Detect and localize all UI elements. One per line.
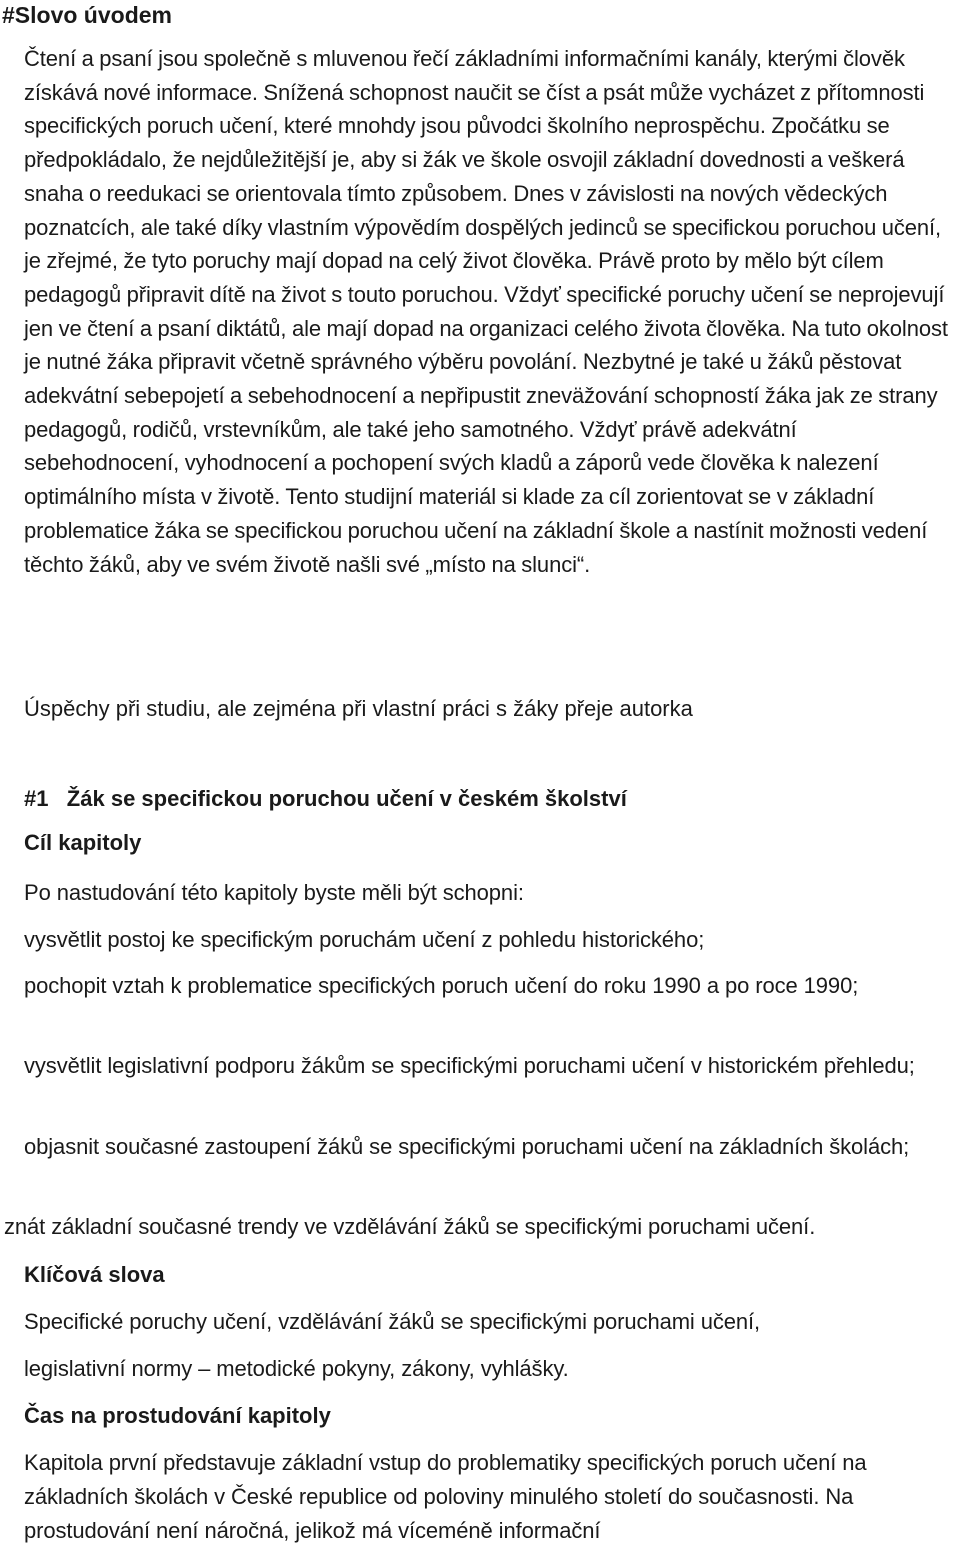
objective-item: objasnit současné zastoupení žáků se specifickými poruchami učení na základních školách; [24,1134,910,1159]
objective-item: vysvětlit legislativní podporu žákům se specifickými poruchami učení v historickém přehledu; [24,1053,915,1078]
closing-line: Úspěchy při studiu, ale zejména při vlastní práci s žáky přeje autorka [24,696,693,721]
chapter-heading: #1 Žák se specifickou poruchou učení v českém školství [24,786,627,811]
objective-item: pochopit vztah k problematice specifických poruch učení do roku 1990 a po roce 1990; [24,973,859,998]
keywords-heading: Klíčová slova [24,1262,165,1287]
time-heading: Čas na prostudování kapitoly [24,1403,331,1428]
intro-heading: #Slovo úvodem [2,2,172,28]
goal-intro: Po nastudování této kapitoly byste měli být schopni: [24,880,524,905]
objective-item: znát základní současné trendy ve vzdělávání žáků se specifickými poruchami učení. [4,1214,816,1239]
time-text: Kapitola první představuje základní vstup do problematiky specifických poruch učení na základních školách v České republice od poloviny minulého století do současnosti. Na prostudování není náročná, jelikož má víceméně informační [24,1450,867,1543]
keywords-line: legislativní normy – metodické pokyny, zákony, vyhlášky. [24,1356,569,1381]
goal-heading: Cíl kapitoly [24,830,142,855]
keywords-line: Specifické poruchy učení, vzdělávání žáků se specifickými poruchami učení, [24,1309,761,1334]
intro-paragraph: Čtení a psaní jsou společně s mluvenou řečí základními informačními kanály, kterými člověk získává nové informace. Snížená schopnost naučit se číst a psát může vycházet z přítomnosti specifických poruch učení, které mnohdy jsou původci školního neprospěchu. Zpočátku se předpokládalo, že nejdůležitější je, aby si žák ve škole osvojil základní dovednosti a veškerá snaha o reedukaci se orientovala tímto způsobem. Dnes v závislosti na nových vědeckých poznatcích, ale také díky vlastním výpovědím dospělých jedinců se specifickou poruchou učení, je zřejmé, že tyto poruchy mají dopad na celý život člověka. Právě proto by mělo být cílem pedagogů připravit dítě na život s touto poruchou. Vždyť specifické poruchy učení se neprojevují jen ve čtení a psaní diktátů, ale mají dopad na organizaci celého života člověka. Na tuto okolnost je nutné žáka připravit včetně správného výběru povolání. Nezbytné je také u žáků pěstovat adekvátní sebepojetí a sebehodnocení a nepřipustit zneväžování schopností žáka jak ze strany pedagogů, rodičů, vrstevníkům, ale také jeho samotného. Vždyť právě adekvátní sebehodnocení, vyhodnocení a pochopení svých kladů a záporů vede člověka k nalezení optimálního místa v životě. Tento studijní materiál si klade za cíl zorientovat se v základní problematice žáka se specifickou poruchou učení na základní škole a nastínit možnosti vedení těchto žáků, aby ve svém životě našli své „místo na slunci“. [24,46,948,577]
objective-item: vysvětlit postoj ke specifickým poruchám učení z pohledu historického; [24,927,705,952]
